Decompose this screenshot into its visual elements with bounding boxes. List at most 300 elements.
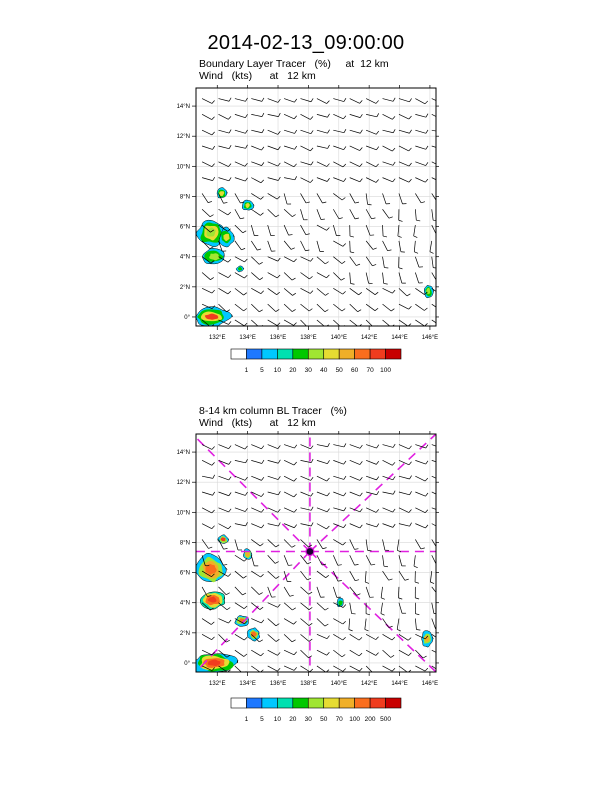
y-tick-label: 14°N xyxy=(176,450,190,457)
wind-barb-shaft xyxy=(235,304,244,311)
wind-barb-shaft xyxy=(218,634,226,642)
wind-barb-flag xyxy=(294,478,297,481)
wind-barb-shaft xyxy=(399,146,409,151)
colorbar-swatch xyxy=(277,698,292,708)
wind-barb-flag xyxy=(426,130,428,133)
wind-barb-flag xyxy=(360,461,362,464)
wind-barb-flag xyxy=(407,294,410,296)
wind-barb-shaft xyxy=(251,114,262,116)
wind-barb-flag xyxy=(212,637,215,640)
wind-barb-shaft xyxy=(366,508,376,513)
wind-barb-flag xyxy=(409,306,412,309)
wind-barb-shaft xyxy=(235,634,244,640)
wind-barb-shaft xyxy=(268,650,278,655)
wind-barb-flag xyxy=(441,323,444,326)
panel1-frame xyxy=(196,88,436,326)
wind-barb-shaft xyxy=(251,257,259,265)
wind-barb-flag xyxy=(294,652,297,655)
wind-barb-shaft xyxy=(397,539,399,550)
y-tick-label: 4°N xyxy=(179,600,190,607)
wind-barb-shaft xyxy=(414,241,415,252)
wind-barb-shaft xyxy=(235,99,246,102)
wind-barb-flag xyxy=(310,148,313,151)
wind-barb-flag xyxy=(442,146,444,149)
wind-barb-flag xyxy=(344,178,346,181)
wind-barb-flag xyxy=(397,629,401,631)
wind-barb-shaft xyxy=(218,146,229,149)
wind-barb-shaft xyxy=(366,193,367,204)
wind-barb-shaft xyxy=(301,288,311,293)
colorbar-swatch xyxy=(386,698,401,708)
wind-barb-flag xyxy=(309,309,312,311)
wind-barb-shaft xyxy=(251,162,261,166)
panel2-colorbar xyxy=(231,698,401,723)
wind-barb-flag xyxy=(229,446,231,449)
wind-barb-shaft xyxy=(235,587,243,595)
wind-barb-shaft xyxy=(415,99,425,104)
wind-barb-flag xyxy=(360,147,363,150)
wind-barb-flag xyxy=(311,493,313,496)
wind-barb-flag xyxy=(442,478,445,481)
wind-barb-flag xyxy=(208,547,212,548)
wind-barb-shaft xyxy=(284,603,292,610)
wind-barb-shaft xyxy=(317,650,327,655)
y-tick-label: 2°N xyxy=(179,284,190,291)
wind-barb-shaft xyxy=(235,492,245,495)
wind-barb-shaft xyxy=(350,273,351,284)
wind-barb-flag xyxy=(393,491,395,495)
wind-barb-shaft xyxy=(268,288,277,294)
wind-barb-flag xyxy=(289,235,293,236)
wind-barb-flag xyxy=(441,638,444,641)
wind-barb-flag xyxy=(229,98,231,101)
wind-barb-shaft xyxy=(284,492,294,497)
wind-barb-shaft xyxy=(218,476,228,480)
wind-barb-flag xyxy=(425,179,428,182)
wind-barb-flag xyxy=(372,218,376,219)
x-tick-label: 132°E xyxy=(209,681,226,687)
wind-barb-flag xyxy=(309,276,312,279)
wind-barb-shaft xyxy=(202,619,211,625)
wind-barb-flag xyxy=(393,179,395,182)
wind-barb-flag xyxy=(311,446,313,449)
wind-barb-shaft xyxy=(301,241,306,251)
wind-barb-shaft xyxy=(415,288,424,294)
wind-barb-shaft xyxy=(284,193,287,204)
wind-barb-shaft xyxy=(333,634,342,640)
y-tick-label: 8°N xyxy=(179,194,190,201)
wind-barb-flag xyxy=(327,178,329,181)
wind-barb-shaft xyxy=(235,571,243,578)
wind-barb-flag xyxy=(393,98,395,101)
panel2-title: 8-14 km column BL Tracer (%) xyxy=(199,405,347,417)
wind-barb-flag xyxy=(409,98,411,101)
wind-barb-shaft xyxy=(383,492,394,494)
wind-barb-flag xyxy=(310,117,313,120)
wind-barb-flag xyxy=(344,476,346,479)
wind-barb-shaft xyxy=(284,273,292,281)
wind-barb-flag xyxy=(376,100,379,103)
wind-barb-shaft xyxy=(218,273,228,278)
wind-barb-shaft xyxy=(333,524,343,528)
wind-barb-shaft xyxy=(218,114,228,119)
wind-barb-shaft xyxy=(317,146,328,148)
wind-barb-shaft xyxy=(235,162,245,166)
wind-barb-flag xyxy=(228,275,231,278)
wind-barb-shaft xyxy=(251,555,254,566)
wind-barb-flag xyxy=(343,291,346,294)
wind-barb-shaft xyxy=(235,257,245,262)
wind-barb-flag xyxy=(294,494,297,497)
wind-barb-shaft xyxy=(268,99,278,103)
x-tick-label: 136°E xyxy=(269,681,287,687)
wind-barb-shaft xyxy=(383,619,389,628)
wind-barb-flag xyxy=(292,640,295,642)
wind-barb-shaft xyxy=(432,524,442,529)
wind-barb-shaft xyxy=(251,666,260,672)
wind-barb-flag xyxy=(212,101,215,104)
wind-barb-flag xyxy=(355,202,359,203)
wind-barb-flag xyxy=(293,293,296,295)
wind-barb-flag xyxy=(368,204,372,205)
wind-barb-shaft xyxy=(333,619,343,624)
wind-barb-flag xyxy=(260,543,263,545)
wind-barb-shaft xyxy=(383,146,393,151)
colorbar-label: 5 xyxy=(260,716,264,723)
x-tick-label: 132°E xyxy=(209,335,226,341)
wind-barb-shaft xyxy=(251,273,259,280)
wind-barb-flag xyxy=(377,113,379,117)
wind-barb-flag xyxy=(278,476,280,479)
wind-barb-shaft xyxy=(301,304,310,311)
wind-barb-flag xyxy=(376,637,379,640)
wind-barb-shaft xyxy=(235,288,244,295)
wind-barb-flag xyxy=(278,99,280,102)
wind-barb-shaft xyxy=(301,209,304,220)
wind-barb-shaft xyxy=(350,508,360,512)
wind-barb-shaft xyxy=(333,666,343,671)
wind-barb-flag xyxy=(228,526,231,529)
wind-barb-flag xyxy=(292,608,295,610)
wind-barb-shaft xyxy=(415,209,416,220)
wind-barb-flag xyxy=(210,277,213,279)
wind-barb-flag xyxy=(259,593,262,595)
wind-barb-flag xyxy=(376,179,379,182)
wind-barb-shaft xyxy=(317,273,327,278)
wind-barb-flag xyxy=(421,202,425,203)
wind-barb-flag xyxy=(327,526,330,529)
wind-barb-flag xyxy=(338,565,342,566)
wind-barb-shaft xyxy=(202,193,208,202)
wind-barb-shaft xyxy=(251,99,262,102)
wind-barb-flag xyxy=(409,116,412,119)
colorbar-label: 20 xyxy=(289,716,297,723)
wind-barb-flag xyxy=(437,564,441,565)
wind-barb-flag xyxy=(245,259,248,262)
wind-barb-shaft xyxy=(218,508,228,512)
wind-barb-shaft xyxy=(317,162,327,167)
wind-barb-shaft xyxy=(350,524,360,528)
wind-barb-flag xyxy=(261,291,264,294)
wind-barb-shaft xyxy=(235,476,245,480)
wind-barb-flag xyxy=(441,308,444,311)
wind-barb-shaft xyxy=(268,241,272,251)
wind-barbs xyxy=(202,98,444,328)
wind-barb-shaft xyxy=(317,492,327,496)
wind-barb-flag xyxy=(359,653,362,656)
wind-barb-flag xyxy=(410,491,412,494)
colorbar-swatch xyxy=(339,698,354,708)
wind-barb-shaft xyxy=(251,619,261,623)
wind-barb-flag xyxy=(393,129,395,132)
wind-barb-flag xyxy=(226,593,229,595)
colorbar-label: 50 xyxy=(320,716,328,723)
wind-barb-flag xyxy=(244,323,247,326)
wind-barb-shaft xyxy=(317,634,327,638)
wind-barb-flag xyxy=(212,117,215,120)
wind-barb-shaft xyxy=(251,304,259,312)
wind-barb-shaft xyxy=(251,241,257,250)
wind-barb-flag xyxy=(311,258,314,261)
wind-barb-flag xyxy=(246,522,248,526)
wind-barb-flag xyxy=(277,323,280,326)
wind-barb-flag xyxy=(294,323,297,326)
wind-barb-flag xyxy=(357,594,361,596)
wind-barb-shaft xyxy=(350,603,352,614)
wind-barb-shaft xyxy=(284,257,294,262)
wind-barb-shaft xyxy=(399,114,409,119)
wind-barb-flag xyxy=(229,321,232,324)
wind-barb-shaft xyxy=(432,114,442,119)
x-tick-label: 146°E xyxy=(421,681,439,687)
wind-barb-shaft xyxy=(235,445,245,450)
wind-barb-shaft xyxy=(268,130,278,134)
wind-barb-shaft xyxy=(333,178,343,182)
wind-barb-flag xyxy=(409,446,412,449)
wind-barb-shaft xyxy=(218,288,227,294)
wind-barb-flag xyxy=(257,249,261,250)
wind-barb-flag xyxy=(398,598,402,599)
wind-barb-shaft xyxy=(432,99,442,104)
wind-barb-flag xyxy=(323,548,327,549)
wind-barb-shaft xyxy=(251,650,260,656)
wind-barb-flag xyxy=(309,623,312,625)
wind-barb-shaft xyxy=(268,178,279,181)
wind-barb-shaft xyxy=(365,619,366,630)
wind-barb-shaft xyxy=(399,445,409,449)
wind-barb-shaft xyxy=(383,445,394,448)
wind-barb-flag xyxy=(246,459,248,463)
wind-barb-shaft xyxy=(432,146,442,149)
x-tick-label: 136°E xyxy=(269,335,287,341)
x-tick-label: 134°E xyxy=(239,681,256,687)
wind-barb-flag xyxy=(294,462,297,465)
colorbar-swatch xyxy=(231,698,246,708)
wind-barb-flag xyxy=(391,655,394,657)
wind-barb-shaft xyxy=(383,508,393,512)
wind-barb-shaft xyxy=(317,209,321,219)
wind-barb-flag xyxy=(343,116,346,119)
wind-barb-shaft xyxy=(251,178,261,183)
wind-barb-shaft xyxy=(399,178,409,183)
wind-barb-flag xyxy=(227,607,230,609)
wind-barb-shaft xyxy=(383,162,393,165)
wind-barb-shaft xyxy=(333,555,337,565)
wind-barb-shaft xyxy=(415,539,421,548)
wind-barb-shaft xyxy=(399,99,410,102)
wind-barb-flag xyxy=(229,177,231,180)
wind-barb-shaft xyxy=(235,650,244,656)
wind-barb-shaft xyxy=(317,225,327,230)
wind-barb-flag xyxy=(377,445,379,448)
wind-barb-shaft xyxy=(284,241,291,250)
wind-barb-flag xyxy=(393,476,395,479)
wind-barb-shaft xyxy=(268,304,276,311)
wind-barb-flag xyxy=(393,524,395,527)
y-tick-label: 0° xyxy=(184,314,190,321)
wind-barb-flag xyxy=(438,202,442,203)
wind-barb-flag xyxy=(213,492,215,495)
wind-barb-flag xyxy=(213,177,215,180)
wind-barb-flag xyxy=(433,268,437,269)
wind-barb-flag xyxy=(426,445,428,448)
wind-barb-flag xyxy=(344,129,346,133)
wind-barb-shaft xyxy=(218,209,227,215)
wind-barb-shaft xyxy=(432,508,442,512)
wind-barb-shaft xyxy=(381,587,382,598)
wind-barb-flag xyxy=(425,101,428,104)
wind-barb-shaft xyxy=(202,273,210,280)
colorbar-swatch xyxy=(293,698,308,708)
wind-barb-shaft xyxy=(251,460,262,463)
wind-barb-shaft xyxy=(432,193,438,202)
wind-barb-shaft xyxy=(350,146,360,151)
wind-barb-flag xyxy=(365,582,369,583)
wind-barb-flag xyxy=(344,524,346,527)
wind-barb-shaft xyxy=(317,571,326,578)
wind-barb-flag xyxy=(426,493,428,496)
wind-barb-flag xyxy=(210,215,213,217)
colorbar-swatch xyxy=(370,698,385,708)
wind-barb-flag xyxy=(426,146,428,149)
wind-barb-shaft xyxy=(251,571,260,577)
wind-barb-shaft xyxy=(284,99,294,103)
wind-barb-shaft xyxy=(415,619,416,630)
wind-barb-flag xyxy=(244,275,247,278)
wind-barb-shaft xyxy=(432,492,442,497)
wind-barb-shaft xyxy=(366,304,375,311)
wind-barb-shaft xyxy=(268,445,278,449)
wind-barb-flag xyxy=(212,462,215,465)
wind-barb-shaft xyxy=(432,619,436,629)
wind-barb-shaft xyxy=(317,178,327,182)
wind-barb-flag xyxy=(309,607,312,609)
wind-barb-shaft xyxy=(317,99,327,104)
wind-barb-shaft xyxy=(333,241,343,246)
wind-barb-flag xyxy=(392,668,395,671)
wind-barb-shaft xyxy=(415,193,421,202)
y-tick-label: 12°N xyxy=(176,480,190,487)
wind-barb-shaft xyxy=(333,650,342,657)
wind-barb-shaft xyxy=(350,193,355,203)
wind-barb-flag xyxy=(393,162,395,165)
wind-barb-flag xyxy=(350,252,354,253)
x-tick-label: 140°E xyxy=(330,681,347,687)
wind-barb-flag xyxy=(310,669,313,672)
wind-barb-shaft xyxy=(366,539,367,550)
wind-barb-flag xyxy=(261,180,264,183)
wind-barb-flag xyxy=(246,145,248,149)
wind-barb-shaft xyxy=(268,634,276,641)
wind-barb-flag xyxy=(344,507,346,510)
wind-barb-flag xyxy=(343,605,346,608)
wind-barb-flag xyxy=(410,523,412,526)
wind-barb-flag xyxy=(426,162,428,165)
wind-barb-flag xyxy=(442,164,445,167)
wind-barb-flag xyxy=(376,477,378,480)
wind-barb-flag xyxy=(442,116,445,119)
wind-barb-shaft xyxy=(251,587,259,595)
wind-barb-shaft xyxy=(268,555,275,563)
wind-barb-flag xyxy=(211,622,214,625)
wind-barb-shaft xyxy=(284,460,294,465)
wind-barb-shaft xyxy=(284,634,292,642)
wind-barb-shaft xyxy=(366,320,374,328)
wind-barb-shaft xyxy=(333,288,342,294)
wind-barb-shaft xyxy=(268,619,276,626)
wind-barb-shaft xyxy=(235,603,244,609)
colorbar-swatch xyxy=(246,698,261,708)
wind-barb-flag xyxy=(344,146,346,149)
wind-barb-shaft xyxy=(333,114,343,118)
wind-barb-shaft xyxy=(218,619,228,624)
wind-barb-shaft xyxy=(268,666,278,671)
wind-barb-shaft xyxy=(432,650,442,655)
wind-barb-flag xyxy=(310,180,313,183)
wind-barb-shaft xyxy=(399,241,401,252)
wind-barb-flag xyxy=(276,624,279,626)
wind-barb-flag xyxy=(213,475,215,479)
wind-barb-shaft xyxy=(366,288,375,294)
wind-barb-flag xyxy=(262,98,264,101)
colorbar-swatch xyxy=(293,349,308,359)
wind-barb-flag xyxy=(292,215,295,217)
wind-barb-shaft xyxy=(317,555,322,565)
wind-barb-shaft xyxy=(284,130,295,133)
wind-barb-flag xyxy=(262,460,264,463)
wind-barb-shaft xyxy=(399,288,407,296)
wind-barb-shaft xyxy=(317,130,328,133)
wind-barb-flag xyxy=(376,147,378,150)
wind-barb-shaft xyxy=(415,273,418,283)
wind-barb-flag xyxy=(377,524,379,527)
wind-barb-flag xyxy=(371,564,375,565)
wind-barb-shaft xyxy=(284,209,292,216)
wind-barb-shaft xyxy=(350,476,360,480)
wind-barb-flag xyxy=(245,492,247,495)
wind-barb-flag xyxy=(344,98,346,101)
wind-barb-shaft xyxy=(350,288,359,294)
wind-barb-flag xyxy=(262,113,264,117)
wind-barb-flag xyxy=(408,638,411,641)
wind-barb-flag xyxy=(307,578,311,580)
wind-barb-flag xyxy=(260,278,263,280)
wind-barb-shaft xyxy=(432,539,438,548)
wind-barb-shaft xyxy=(202,146,212,149)
wind-barb-shaft xyxy=(432,178,442,183)
wind-barb-flag xyxy=(355,580,359,581)
wind-barb-flag xyxy=(426,461,428,464)
